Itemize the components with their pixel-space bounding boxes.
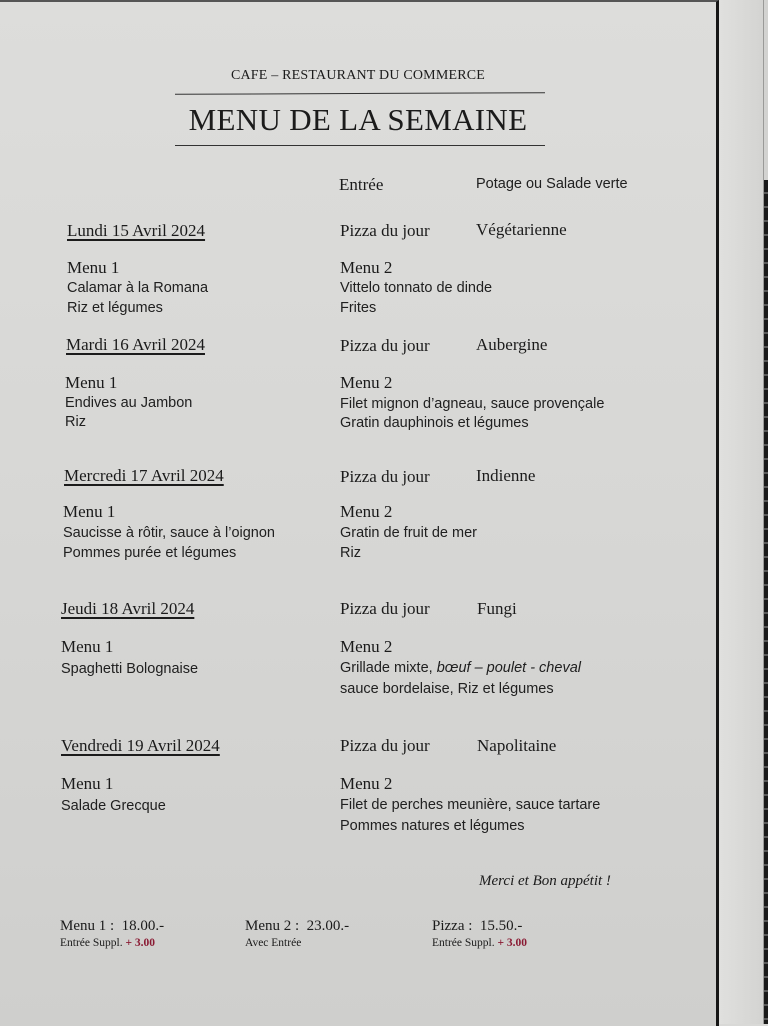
menu1-heading: Menu 1 bbox=[61, 637, 114, 656]
pizza-label: Pizza du jour bbox=[340, 467, 430, 486]
menu2-heading: Menu 2 bbox=[340, 774, 393, 793]
menu2-line: Riz bbox=[340, 545, 361, 561]
menu2-line: sauce bordelaise, Riz et légumes bbox=[340, 681, 554, 697]
day-date: Mardi 16 Avril 2024 bbox=[66, 335, 205, 354]
note-text: Entrée Suppl. bbox=[60, 937, 123, 949]
price-value: 23.00.- bbox=[306, 918, 350, 934]
day-date: Vendredi 19 Avril 2024 bbox=[61, 736, 220, 755]
price-note: Avec Entrée bbox=[245, 937, 302, 949]
menu2-heading: Menu 2 bbox=[340, 258, 393, 277]
restaurant-name: CAFE – RESTAURANT DU COMMERCE bbox=[230, 68, 486, 83]
menu2-line-italic: bœuf – poulet - cheval bbox=[436, 660, 581, 676]
title-rule-top bbox=[175, 92, 545, 95]
pizza-of-day: Végétarienne bbox=[476, 220, 567, 239]
menu2-line: Frites bbox=[340, 300, 377, 316]
pizza-label: Pizza du jour bbox=[340, 221, 430, 240]
menu2-line-prefix: Grillade mixte, bbox=[340, 660, 437, 676]
menu1-line: Calamar à la Romana bbox=[67, 280, 209, 296]
menu2-line bbox=[340, 660, 581, 676]
day-date: Jeudi 18 Avril 2024 bbox=[61, 599, 195, 618]
price-line bbox=[432, 918, 522, 935]
menu1-heading: Menu 1 bbox=[61, 774, 114, 793]
price-note bbox=[60, 937, 155, 949]
pizza-of-day: Aubergine bbox=[476, 335, 548, 354]
background-edge bbox=[764, 180, 768, 1024]
price-label: Menu 1 : bbox=[60, 918, 115, 934]
menu1-line: Riz et légumes bbox=[67, 300, 163, 316]
menu1-heading: Menu 1 bbox=[63, 502, 116, 521]
menu2-line: Vittelo tonnato de dinde bbox=[340, 280, 493, 296]
price-label: Pizza : bbox=[432, 918, 473, 934]
entree-label: Entrée bbox=[339, 175, 384, 194]
menu2-line: Filet de perches meunière, sauce tartare bbox=[340, 797, 601, 813]
pizza-label: Pizza du jour bbox=[340, 736, 430, 755]
menu2-heading: Menu 2 bbox=[340, 373, 393, 392]
menu2-line: Pommes natures et légumes bbox=[340, 818, 525, 834]
supplement-amount: + 3.00 bbox=[125, 937, 156, 949]
menu1-line: Saucisse à rôtir, sauce à l’oignon bbox=[63, 525, 275, 541]
menu2-heading: Menu 2 bbox=[340, 502, 393, 521]
next-page-edge bbox=[719, 0, 768, 1024]
menu2-line: Gratin de fruit de mer bbox=[340, 525, 477, 541]
menu1-heading: Menu 1 bbox=[67, 258, 120, 277]
pizza-of-day: Indienne bbox=[476, 466, 536, 485]
closing-message: Merci et Bon appétit ! bbox=[479, 873, 611, 889]
price-label: Menu 2 : bbox=[245, 918, 300, 934]
pizza-label: Pizza du jour bbox=[340, 599, 430, 618]
price-line bbox=[60, 918, 164, 935]
menu1-line: Pommes purée et légumes bbox=[63, 545, 237, 561]
entree-value: Potage ou Salade verte bbox=[476, 176, 628, 192]
menu1-line: Salade Grecque bbox=[61, 798, 166, 814]
price-value: 15.50.- bbox=[479, 918, 523, 934]
menu1-line: Endives au Jambon bbox=[65, 395, 193, 411]
price-note bbox=[432, 937, 527, 949]
pizza-of-day: Napolitaine bbox=[477, 736, 557, 755]
pizza-of-day: Fungi bbox=[477, 599, 517, 618]
menu1-line: Spaghetti Bolognaise bbox=[61, 661, 199, 677]
menu2-line: Filet mignon d’agneau, sauce provençale bbox=[340, 396, 605, 412]
menu2-line: Gratin dauphinois et légumes bbox=[340, 415, 529, 431]
day-date: Lundi 15 Avril 2024 bbox=[67, 221, 206, 240]
price-line bbox=[245, 918, 349, 935]
page-title: MENU DE LA SEMAINE bbox=[188, 102, 528, 137]
title-rule-bottom bbox=[175, 145, 545, 146]
supplement-amount: + 3.00 bbox=[497, 937, 528, 949]
price-value: 18.00.- bbox=[121, 918, 165, 934]
menu2-heading: Menu 2 bbox=[340, 637, 393, 656]
day-date: Mercredi 17 Avril 2024 bbox=[64, 466, 224, 485]
menu1-line: Riz bbox=[65, 414, 86, 430]
pizza-label: Pizza du jour bbox=[340, 336, 430, 355]
menu1-heading: Menu 1 bbox=[65, 373, 118, 392]
note-text: Entrée Suppl. bbox=[432, 937, 495, 949]
